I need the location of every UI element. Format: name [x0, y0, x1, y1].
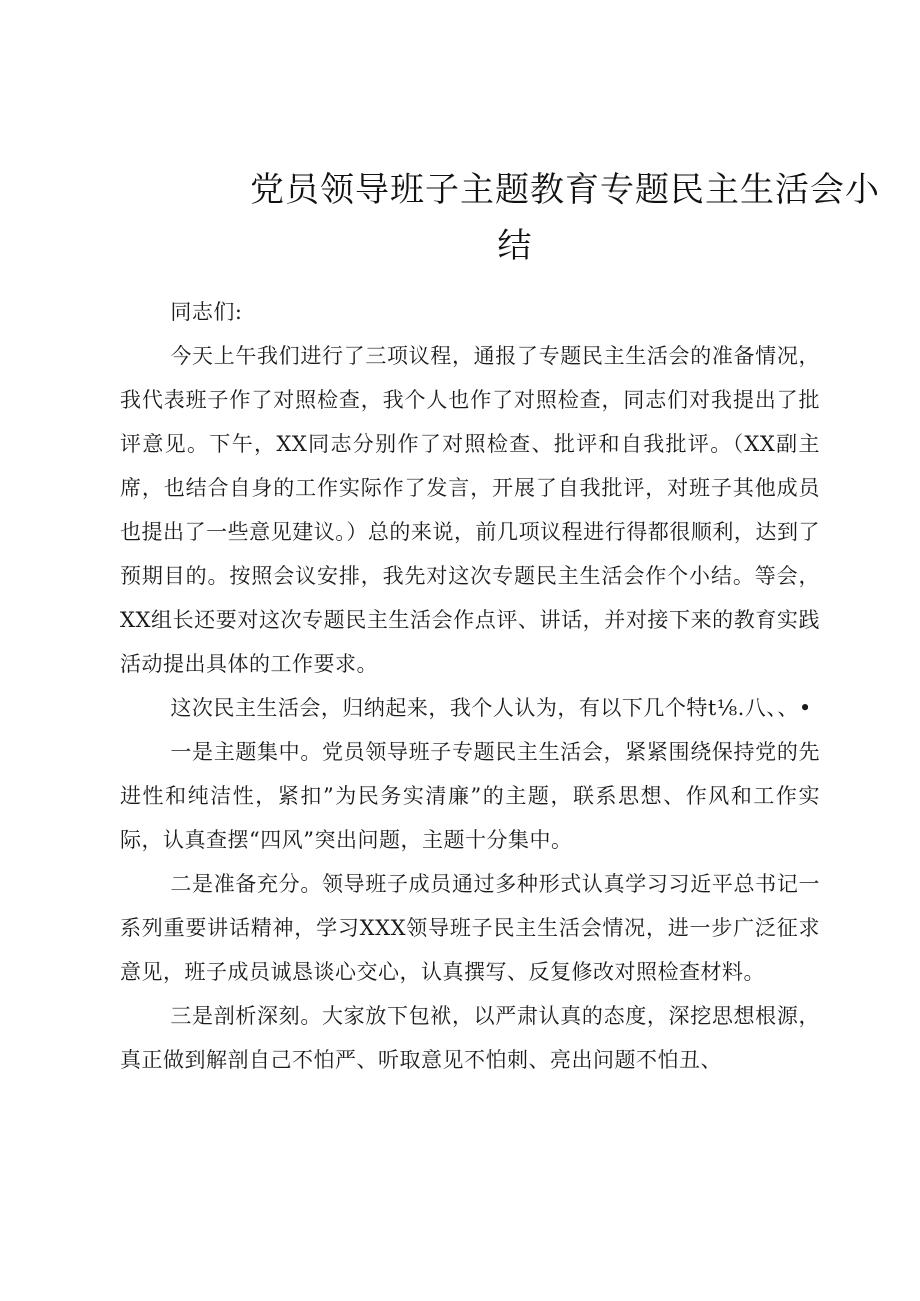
title-line-2: 结: [497, 226, 533, 266]
document-title: [120, 162, 880, 274]
document-body: [120, 290, 820, 1082]
paragraph-point-3: 三是剖析深刻。大家放下包袱，以严肃认真的态度，深挖思想根源，真正做到解剖自己不怕严、听取意见不怕刺、亮出问题不怕丑、: [120, 1004, 820, 1072]
title-line-1: 党员领导班子主题教育专题民主生活会小: [250, 170, 880, 210]
paragraph-intro: 今天上午我们进行了三项议程，通报了专题民主生活会的准备情况，我代表班子作了对照检查，我个人也作了对照检查，同志们对我提出了批评意见。下午，XX同志分别作了对照检查、批评和自我批评。（XX副主席，也结合自身的工作实际作了发言，开展了自我批评，对班子其他成员也提出了一些意见建议。）总的来说，前几项议程进行得都很顺利，达到了预期目的。按照会议安排，我先对这次专题民主生活会作个小结。等会，XX组长还要对这次专题民主生活会作点评、讲话，并对接下来的教育实践活动提出具体的工作要求。: [120, 344, 820, 676]
paragraph-features: 这次民主生活会，归纳起来，我个人认为，有以下几个特t⅛.八、、•: [170, 696, 812, 720]
paragraph-point-1: 一是主题集中。党员领导班子专题民主生活会，紧紧围绕保持党的先进性和纯洁性，紧扣”为民务实清廉”的主题，联系思想、作风和工作实际，认真查摆“四风”突出问题，主题十分集中。: [120, 740, 820, 852]
paragraph-point-2: 二是准备充分。领导班子成员通过多种形式认真学习习近平总书记一系列重要讲话精神，学习XXX领导班子民主生活会情况，进一步广泛征求意见，班子成员诚恳谈心交心，认真撰写、反复修改对照检查材料。: [120, 872, 820, 984]
salutation: 同志们:: [170, 300, 243, 324]
